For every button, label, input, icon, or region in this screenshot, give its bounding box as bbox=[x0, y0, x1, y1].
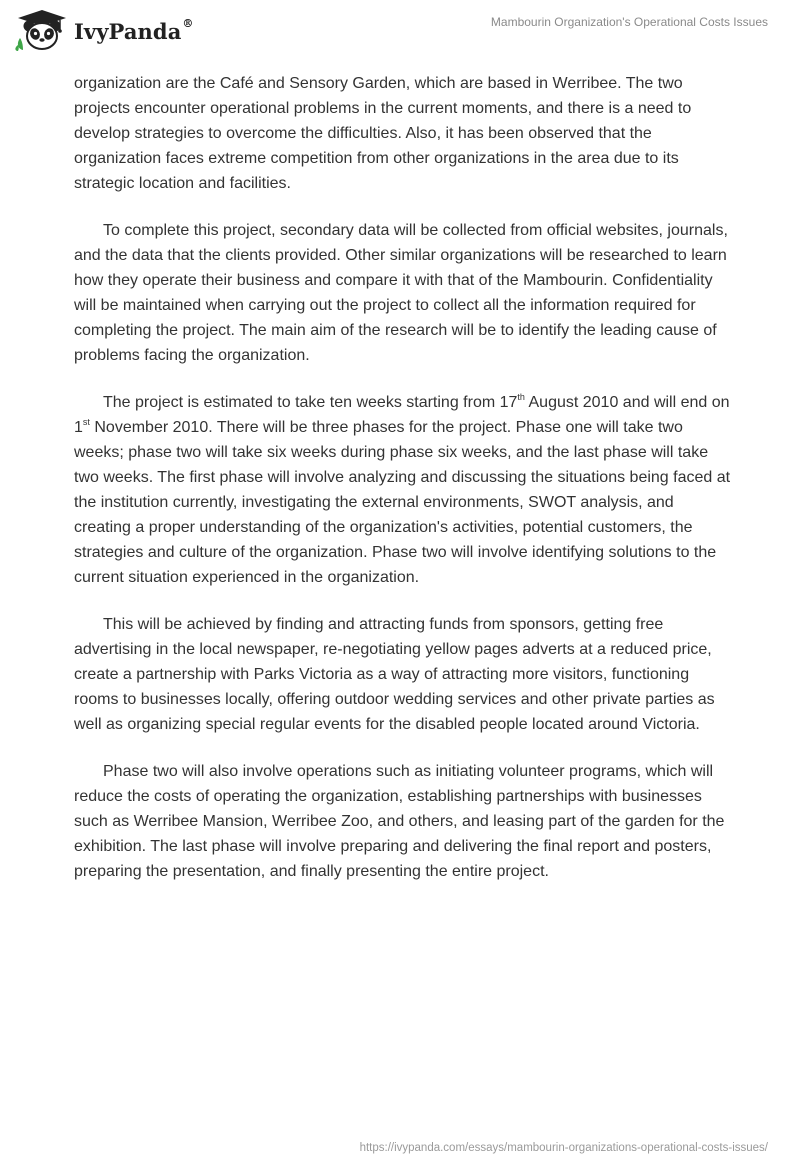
brand-name: IvyPanda® bbox=[74, 16, 194, 44]
ordinal-suffix-st: st bbox=[82, 416, 90, 427]
paragraph-5: Phase two will also involve operations such as initiating volunteer programs, which will reduce the costs of operating the organization, establishing partnerships with businesses such as Werribee Mansion, Werribee Zoo, and others, and leasing part of the garden for the exhibition. The last phase will involve preparing and delivering the final report and posters, preparing the presentation, and finally presenting the entire project. bbox=[74, 763, 725, 880]
document-title: Mambourin Organization's Operational Costs Issues bbox=[490, 15, 768, 29]
paragraph-1: organization are the Café and Sensory Garden, which are based in Werribee. The two projects encounter operational problems in the current moments, and there is a need to develop strategies to overcome the difficulties. Also, it has been observed that the organization faces extreme competition from other organizations in the area due to its strategic location and facilities. bbox=[74, 75, 692, 192]
source-url-link[interactable]: https://ivypanda.com/essays/mambourin-organizations-operational-costs-issues/ bbox=[359, 1142, 768, 1154]
registered-mark: ® bbox=[182, 16, 194, 30]
paragraph-3-text-b: August 2010 and will end on 1 bbox=[74, 394, 730, 436]
paragraph-3 bbox=[74, 390, 734, 590]
essay-body bbox=[74, 71, 734, 906]
page-header bbox=[0, 0, 800, 60]
paragraph-3-text-c: November 2010. There will be three phases for the project. Phase one will take two weeks; phase two will take six weeks during phase six weeks, and the last phase will take two weeks. The first phase will involve analyzing and discussing the situations being faced at the institution currently, investigating the external environments, SWOT analysis, and creating a proper understanding of the organization's activities, potential customers, the strategies and culture of the organization. Phase two will involve identifying solutions to the current situation experienced in the organization. bbox=[74, 419, 731, 586]
paragraph-3-text-a: The project is estimated to take ten weeks starting from 17 bbox=[103, 394, 518, 411]
panda-graduate-logo-icon bbox=[14, 8, 70, 52]
paragraph-2: To complete this project, secondary data will be collected from official websites, journals, and the data that the clients provided. Other similar organizations will be researched to learn how they operate their business and compare it with that of the Mambourin. Confidentiality will be maintained when carrying out the project to collect all the information required for completing the project. The main aim of the research will be to identify the leading cause of problems facing the organization. bbox=[74, 222, 728, 364]
brand-logo[interactable] bbox=[14, 8, 194, 52]
ordinal-suffix-th: th bbox=[517, 391, 525, 402]
paragraph-4: This will be achieved by finding and attracting funds from sponsors, getting free advertising in the local newspaper, re-negotiating yellow pages adverts at a reduced price, create a partnership with Parks Victoria as a way of attracting more visitors, functioning rooms to businesses locally, offering outdoor wedding services and other private parties as well as organizing special regular events for the disabled people located around Victoria. bbox=[74, 616, 715, 733]
